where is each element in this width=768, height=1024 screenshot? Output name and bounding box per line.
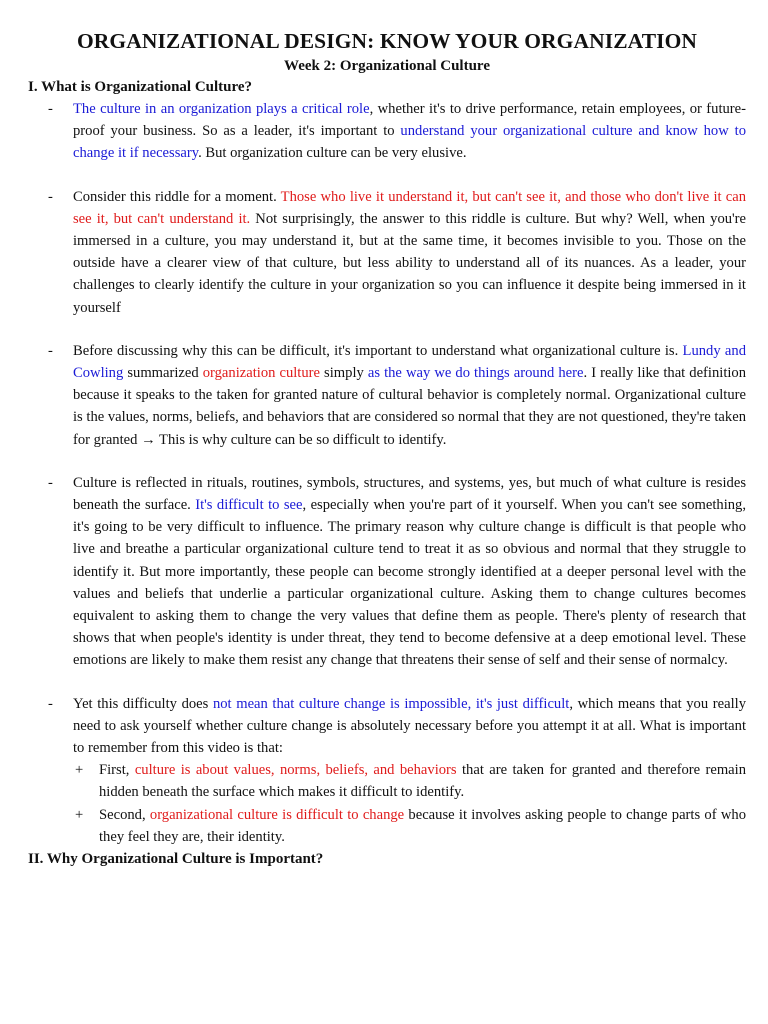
text-run: . I really like that definition because it speaks to the taken for granted nature of cultural behavior is completely normal. Organizational culture is the values, norms, beliefs, and behaviors that are considered so normal that they are not questioned, they're taken for granted → This is why culture can be so difficult to identify. [73,365,747,448]
text-run: simply [320,365,368,382]
sub-item-1 [28,759,746,803]
text-run: Not surprisingly, the answer to this riddle is culture. But why? Well, when you're immersed in a culture, you may understand it, but at the same time, it becomes invisible to you. Those on the outside have a clearer view of that culture, but less ability to understand all of its nuances. As a leader, your challenges to clearly identify the culture in your organization so you can influence it despite being immersed in it yourself [73,210,746,316]
text-run: First, [99,762,135,779]
document-title: ORGANIZATIONAL DESIGN: KNOW YOUR ORGANIZATION [76,29,698,53]
text-run: Yet this difficulty does [73,695,213,712]
document-subtitle: Week 2: Organizational Culture [284,58,490,74]
bullet-dash: - [48,101,53,117]
bullet-dash: - [48,188,53,205]
bullet-plus: + [75,762,84,779]
paragraph-1 [28,98,746,165]
text-run: , which means that you really need to ask yourself whether culture change is absolutely necessary before you attempt it at all. What is important to remember from this video is that: [73,695,746,757]
text-run: as the way we do things around here [367,365,584,382]
section-heading-1: I. What is Organizational Culture? [28,79,253,95]
text-run: not mean that culture change is impossible, it's just difficult [212,695,570,712]
text-run: Culture is reflected in rituals, routines, symbols, structures, and systems, yes, but much of what culture is resides beneath the surface. [73,474,746,514]
bullet-plus: + [75,806,84,823]
text-run: organization culture [202,365,320,382]
bullet-dash: - [48,695,53,712]
sub-item-2 [28,804,746,848]
text-run: , whether it's to drive performance, retain employees, or future-proof your business. So as a leader, it's important to [73,101,746,140]
text-run: Those who live it understand it, but can't see it, and those who don't live it can see it, but can't understand it. [73,188,747,227]
paragraph-5 [28,693,746,760]
paragraph-2 [28,186,746,319]
text-run: that are taken for granted and therefore remain hidden beneath the surface which makes it difficult to identify. [99,762,747,801]
text-run: The culture in an organization plays a critical role [73,101,370,117]
text-run: . But organization culture can be very elusive. [198,145,467,162]
paragraph-3 [28,340,746,451]
bullet-dash: - [48,474,53,491]
text-run: It's difficult to see [195,497,303,514]
text-run: because it involves asking people to change parts of who they feel they are, their identity. [99,806,746,845]
text-run: understand your organizational culture and know how to change it if necessary [73,123,746,162]
text-run: Lundy and Cowling [73,342,746,382]
text-run: Consider this riddle for a moment. [73,188,281,205]
text-run: organizational culture is difficult to change [149,806,405,823]
bullet-dash: - [48,342,53,359]
text-run: Second, [99,806,150,823]
text-run: culture is about values, norms, beliefs, and behaviors [134,762,457,779]
text-run: Before discussing why this can be difficult, it's important to understand what organizational culture is. [73,342,683,359]
text-run: summarized [123,365,203,382]
paragraph-4 [28,472,746,672]
text-run: , especially when you're part of it yourself. When you can't see something, it's going to be very difficult to influence. The primary reason why culture change is difficult is that people who live and breathe a particular organizational culture tend to treat it as so obvious and normal that they struggle to identify it. But more importantly, these people can become strongly identified at a deeper personal level with the values and beliefs that underlie a particular organizational culture. Asking them to change cultures becomes equivalent to asking them to change the very values that define them as people. There's plenty of research that shows that when people's identity is under threat, they tend to become defensive at a deep emotional level. These emotions are likely to make them resist any change that threatens their sense of self and their sense of normalcy. [73,497,746,669]
section-heading-2: II. Why Organizational Culture is Important? [28,851,324,868]
